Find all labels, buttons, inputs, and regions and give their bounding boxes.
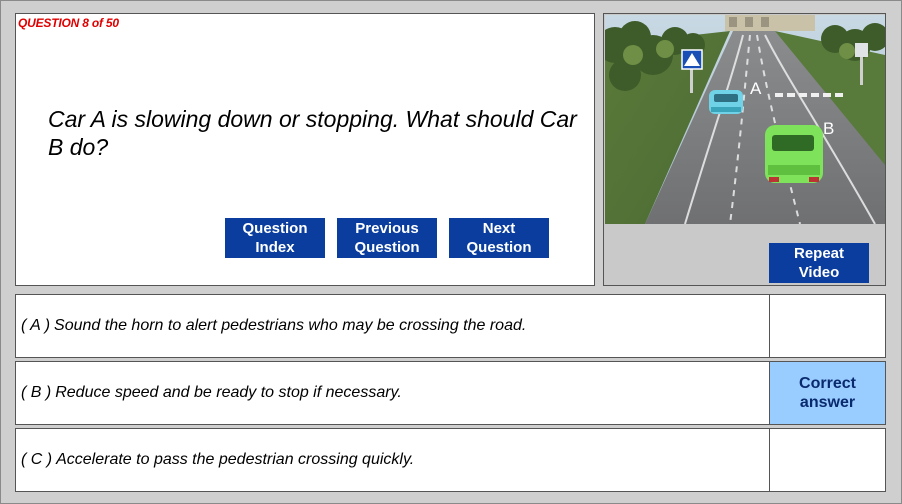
question-index-label-2: Index [255, 239, 295, 256]
previous-question-label-1: Previous [355, 220, 419, 237]
answer-option-c[interactable] [15, 428, 886, 492]
repeat-video-label-1: Repeat [793, 245, 845, 262]
car-a-label: A [750, 79, 762, 98]
answer-feedback-c [769, 428, 886, 492]
answer-option-a[interactable] [15, 294, 886, 358]
question-index-button[interactable] [225, 218, 325, 258]
next-question-label-1: Next [482, 220, 516, 237]
answer-option-b[interactable] [15, 361, 886, 425]
answer-letter-b: ( B ) [21, 384, 52, 401]
question-panel [15, 13, 595, 286]
video-panel [603, 13, 886, 286]
correct-answer-label-1: Correct [799, 375, 856, 392]
answer-text-b: Reduce speed and be ready to stop if necessary. [55, 384, 402, 401]
correct-answer-label-2: answer [799, 394, 856, 411]
video-frame[interactable] [605, 15, 885, 224]
question-text: Car A is slowing down or stopping. What should Car B do? [48, 106, 577, 160]
answer-letter-a: ( A ) [21, 317, 51, 334]
repeat-video-label-2: Video [798, 264, 840, 281]
next-question-button[interactable] [449, 218, 549, 258]
previous-question-button[interactable] [337, 218, 437, 258]
answer-text-a: Sound the horn to alert pedestrians who may be crossing the road. [54, 317, 527, 334]
car-b-label: B [823, 119, 835, 138]
repeat-video-button[interactable] [769, 243, 869, 283]
question-index-label-1: Question [242, 220, 308, 237]
answer-letter-c: ( C ) [21, 451, 53, 468]
next-question-label-2: Question [466, 239, 532, 256]
answer-text-c: Accelerate to pass the pedestrian crossing quickly. [56, 451, 415, 468]
correct-answer-badge [769, 361, 886, 425]
answer-feedback-a [769, 294, 886, 358]
previous-question-label-2: Question [354, 239, 420, 256]
question-counter: QUESTION 8 of 50 [18, 16, 119, 30]
